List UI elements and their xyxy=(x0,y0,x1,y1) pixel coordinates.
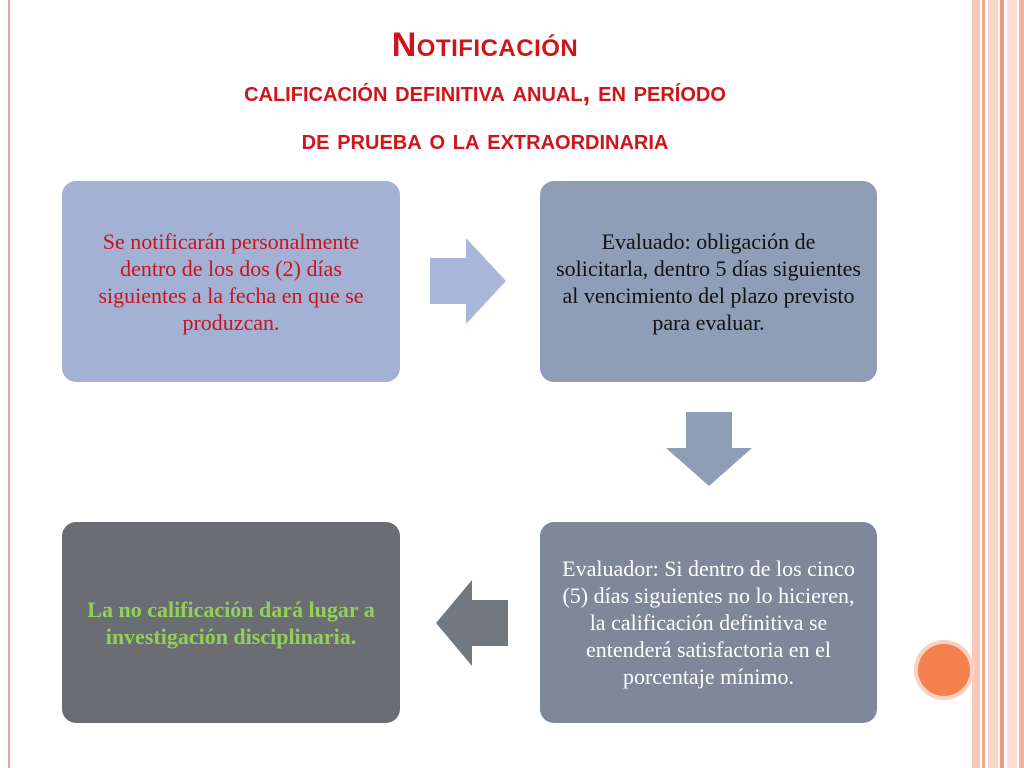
step-box-evaluado-text: Evaluado: obligación de solicitarla, dentro 5 días siguientes al vencimiento del plazo previsto para evaluar. xyxy=(556,228,861,335)
title-subtitle-line1: calificación definitiva anual, en período xyxy=(244,76,726,107)
step-box-evaluador xyxy=(540,522,877,723)
right-decorative-stripes xyxy=(972,0,1024,768)
step-box-notification-text: Se notificarán personalmente dentro de los dos (2) días siguientes a la fecha en que se produzcan. xyxy=(98,228,364,335)
left-arrow-icon xyxy=(436,580,508,666)
down-arrow-icon xyxy=(666,412,752,486)
title-subtitle-line2: de prueba o la extraordinaria xyxy=(301,124,669,155)
slide-title xyxy=(60,22,910,164)
title-main: Notificación xyxy=(391,26,579,64)
left-border-line xyxy=(8,0,10,768)
step-box-evaluador-text: Evaluador: Si dentro de los cinco (5) días siguientes no lo hicieren, la calificación definitiva se entenderá satisfactoria en el porcentaje mínimo. xyxy=(562,556,855,689)
step-box-investigacion-text: La no calificación dará lugar a investigación disciplinaria. xyxy=(87,596,375,649)
step-box-investigacion xyxy=(62,522,400,723)
decorative-circle xyxy=(914,640,974,700)
right-arrow-icon xyxy=(430,238,506,324)
step-box-evaluado xyxy=(540,181,877,382)
step-box-notification xyxy=(62,181,400,382)
